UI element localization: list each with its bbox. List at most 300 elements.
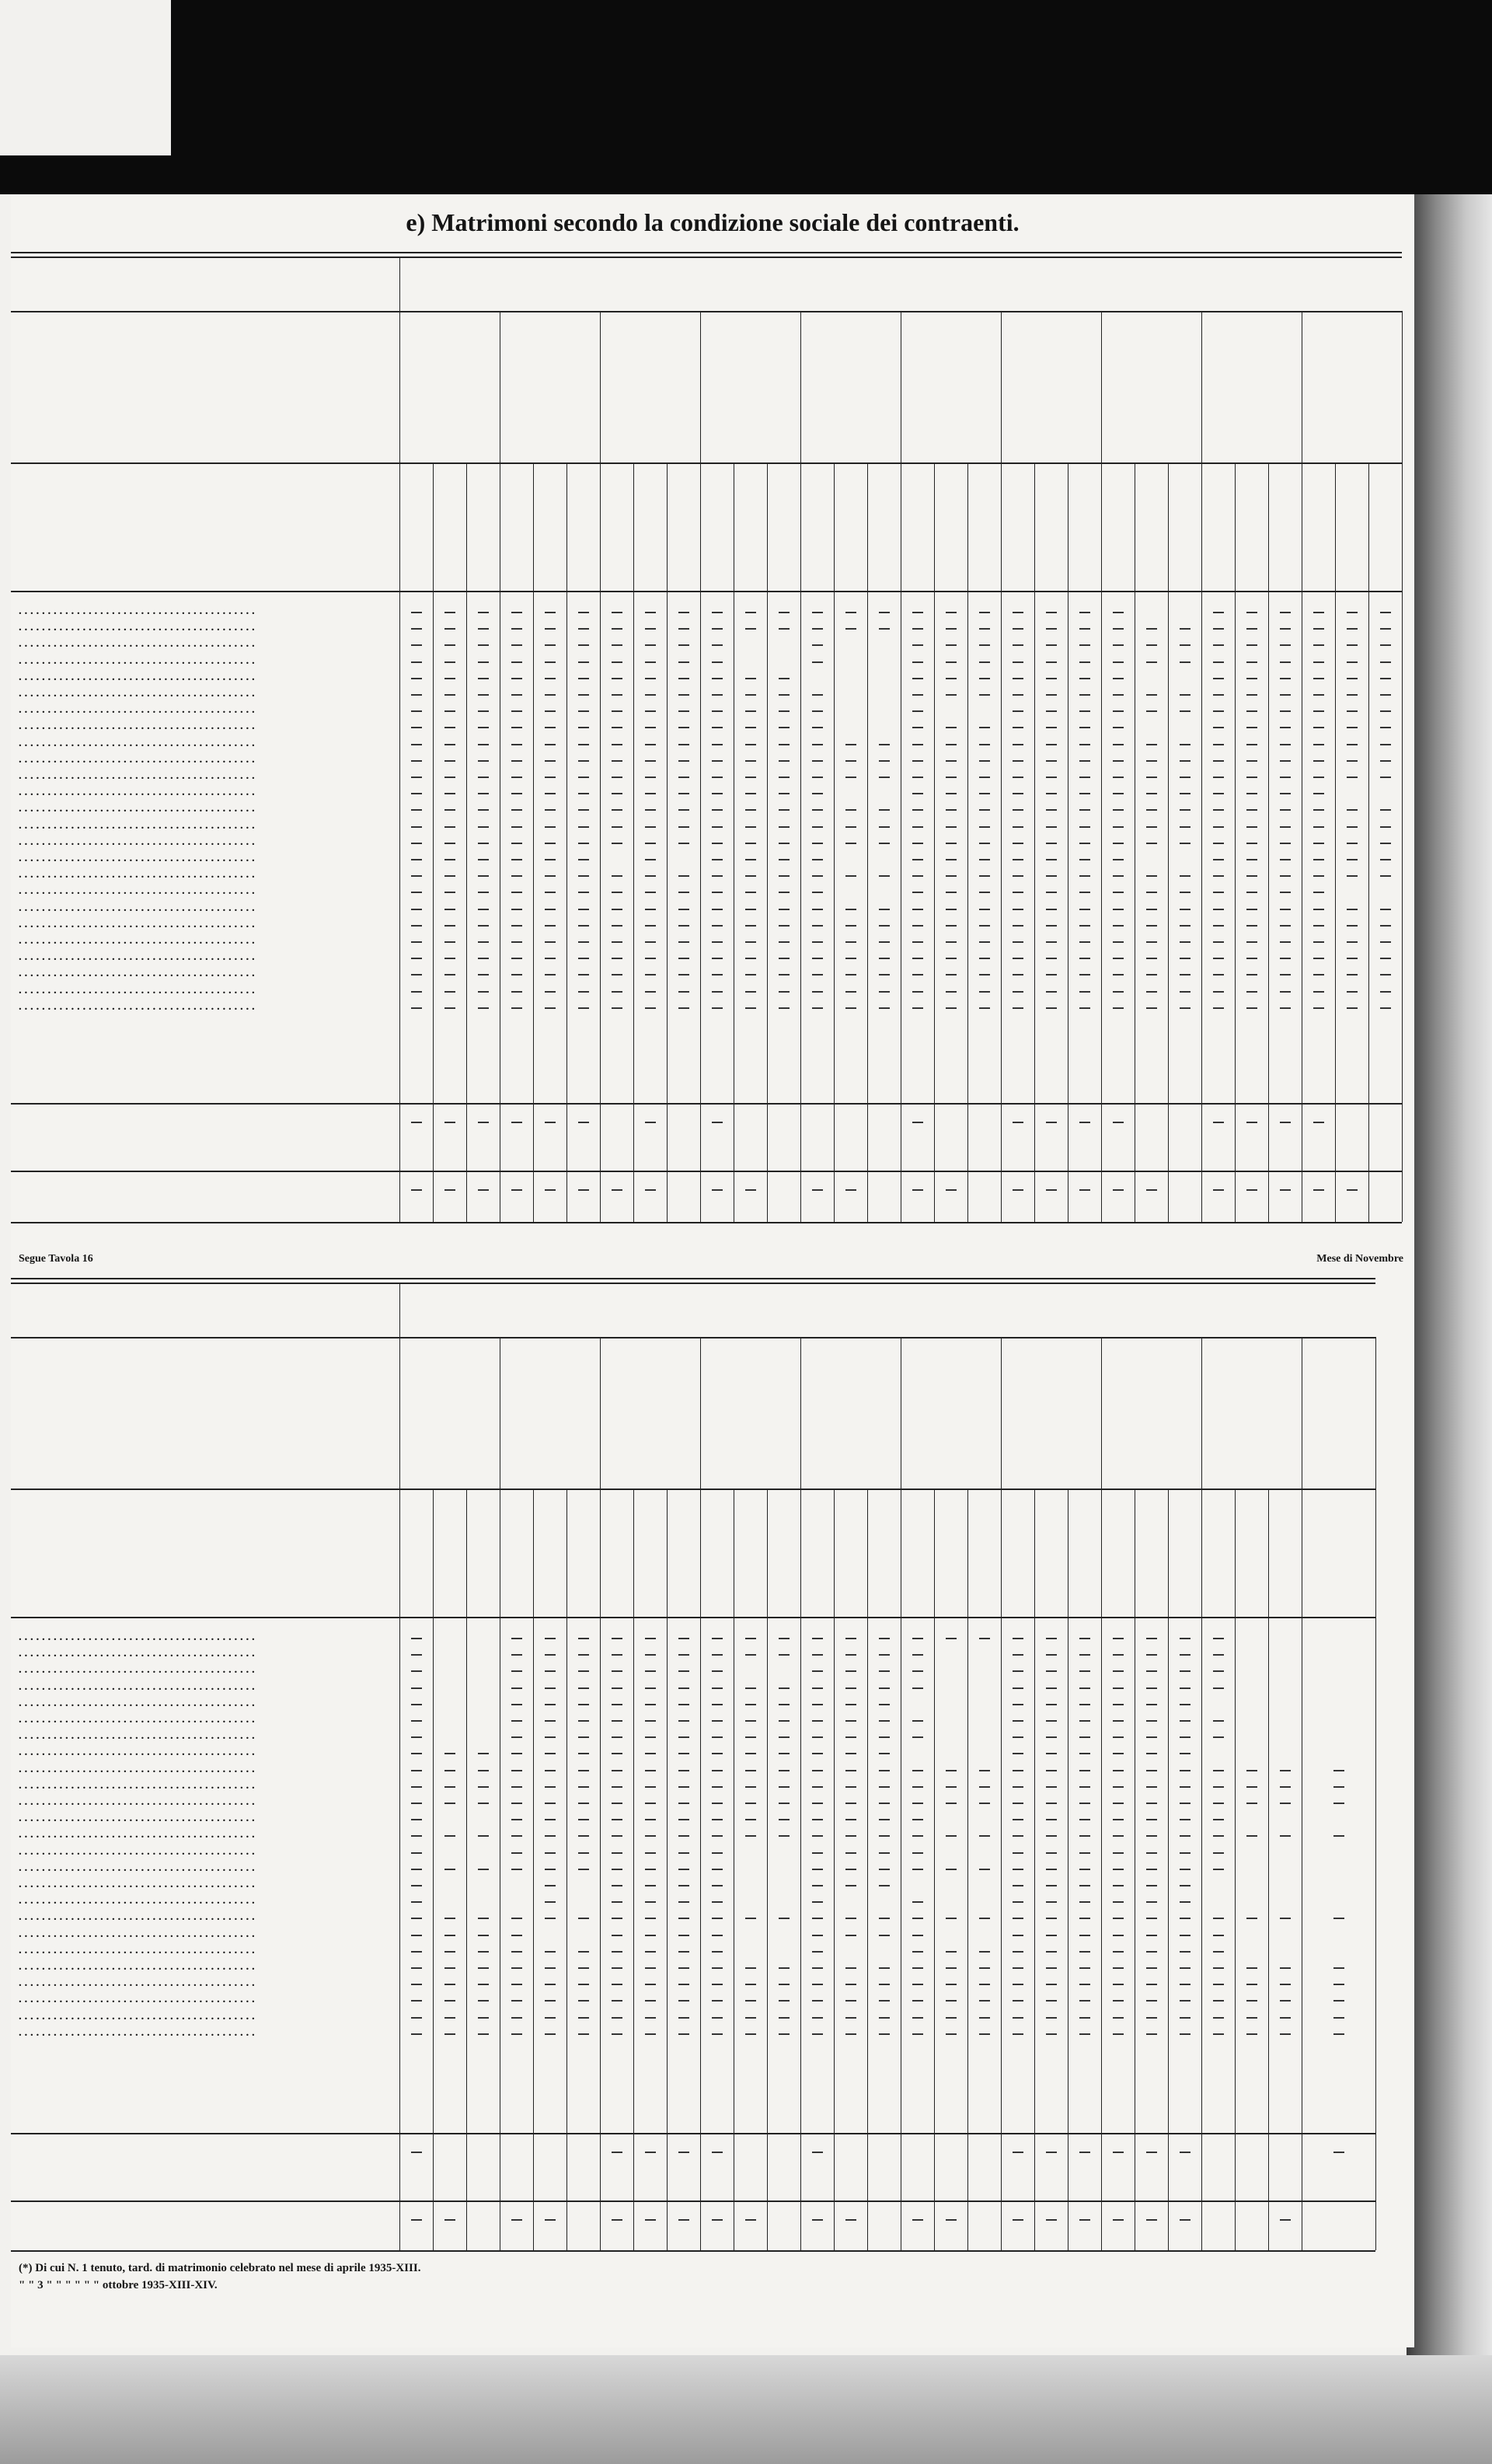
bottom_table-empty-cell xyxy=(745,2017,756,2019)
top_table-empty-cell xyxy=(1313,678,1324,679)
top_table-col-divider xyxy=(1201,311,1202,1222)
bottom_table-empty-cell xyxy=(1213,1967,1224,1969)
top_table-col-divider xyxy=(399,311,400,1222)
bottom_table-empty-cell xyxy=(511,2033,522,2035)
top_table-empty-cell xyxy=(912,875,923,877)
top_table-col-divider xyxy=(1268,462,1269,1222)
top_table-empty-cell xyxy=(1213,694,1224,696)
bottom_table-empty-cell xyxy=(1213,1852,1224,1854)
top_table-empty-ratio xyxy=(511,1189,522,1191)
top_table-col-divider xyxy=(633,462,634,1222)
top_table-empty-cell xyxy=(912,809,923,811)
top_table-empty-cell xyxy=(1213,991,1224,993)
bottom_table-empty-cell xyxy=(578,1670,589,1672)
top_table-empty-cell xyxy=(1113,843,1124,844)
bottom_table-empty-cell xyxy=(678,1670,689,1672)
top_table-empty-cell xyxy=(879,826,890,828)
top_table-empty-cell xyxy=(1246,925,1257,927)
bottom_table-empty-cell xyxy=(812,1654,823,1656)
top_table-empty-cell xyxy=(578,694,589,696)
top_table-empty-cell xyxy=(612,744,622,745)
bottom_table-row-label xyxy=(19,1828,392,1841)
bottom_table-col-divider xyxy=(667,1489,668,2250)
bottom_table-empty-cell xyxy=(979,1803,990,1804)
top_table-empty-cell xyxy=(812,909,823,910)
top_table-empty-cell xyxy=(645,661,656,663)
top_table-empty-cell xyxy=(545,991,556,993)
bottom_table-empty-cell xyxy=(612,1654,622,1656)
top_table-empty-cell xyxy=(1079,793,1090,794)
top_table-empty-cell xyxy=(1180,974,1190,975)
bottom_table-empty-cell xyxy=(712,1935,723,1936)
bottom_table-row-label xyxy=(19,1729,392,1743)
top_table-empty-cell xyxy=(1079,661,1090,663)
bottom_table-empty-cell xyxy=(578,2033,589,2035)
top_table-empty-cell xyxy=(1213,909,1224,910)
top_table-empty-cell xyxy=(979,859,990,860)
top_table-empty-cell xyxy=(578,777,589,778)
top_table-empty-cell xyxy=(1280,892,1291,893)
bottom_table-empty-cell xyxy=(712,1951,723,1953)
top_table-empty-cell xyxy=(1313,793,1324,794)
bottom_table-empty-cell xyxy=(712,1720,723,1722)
top_table-empty-cell xyxy=(1246,941,1257,943)
top_table-rule xyxy=(11,311,1402,312)
bottom_table-empty-cell xyxy=(411,2017,422,2019)
scan-bottom-border xyxy=(0,2355,1492,2464)
top_table-empty-cell xyxy=(1347,678,1358,679)
bottom_table-empty-cell xyxy=(845,1770,856,1771)
bottom_table-empty-cell xyxy=(1046,1786,1057,1788)
top_table-empty-cell xyxy=(1079,958,1090,959)
bottom_table-empty-cell xyxy=(912,1786,923,1788)
top_table-empty-cell xyxy=(1046,777,1057,778)
top_table-empty-cell xyxy=(946,678,957,679)
top_table-empty-ratio xyxy=(812,1189,823,1191)
bottom_table-empty-cell xyxy=(879,1803,890,1804)
top_table-empty-cell xyxy=(745,925,756,927)
bottom_table-empty-cell xyxy=(645,1852,656,1854)
bottom_table-empty-cell xyxy=(1146,1803,1157,1804)
top_table-empty-cell xyxy=(578,760,589,762)
top_table-empty-cell xyxy=(1146,644,1157,646)
bottom_table-empty-cell xyxy=(1146,1720,1157,1722)
top_table-empty-cell xyxy=(912,710,923,712)
bottom_table-empty-cell xyxy=(879,1885,890,1886)
top_table-empty-cell xyxy=(511,859,522,860)
top_table-empty-cell xyxy=(1180,744,1190,745)
bottom_table-empty-cell xyxy=(712,1835,723,1837)
bottom_table-empty-cell xyxy=(1246,1918,1257,1919)
top_table-empty-total xyxy=(1246,1122,1257,1123)
bottom_table-empty-cell xyxy=(879,1736,890,1738)
top_table-empty-cell xyxy=(1146,809,1157,811)
top_table-empty-cell xyxy=(1313,892,1324,893)
bottom_table-empty-cell xyxy=(478,1984,489,1985)
top_table-empty-cell xyxy=(1079,843,1090,844)
bottom_table-empty-cell xyxy=(444,1770,455,1771)
bottom_table-empty-cell xyxy=(879,1670,890,1672)
bottom_table-empty-cell xyxy=(444,1753,455,1754)
bottom_table-empty-cell xyxy=(612,1670,622,1672)
top_table-empty-cell xyxy=(678,958,689,959)
top_table-empty-cell xyxy=(1013,826,1023,828)
bottom_table-empty-cell xyxy=(612,1918,622,1919)
bottom_table-empty-cell xyxy=(1213,1638,1224,1639)
bottom_table-empty-cell xyxy=(812,1869,823,1870)
top_table-empty-cell xyxy=(478,612,489,613)
top_table-empty-cell xyxy=(678,793,689,794)
bottom_table-empty-cell xyxy=(478,2000,489,2002)
bottom_table-empty-cell xyxy=(444,1967,455,1969)
bottom_table-empty-cell xyxy=(578,1835,589,1837)
top_table-empty-cell xyxy=(1213,710,1224,712)
bottom_table-empty-cell xyxy=(812,1967,823,1969)
top_table-empty-cell xyxy=(1380,661,1391,663)
top_table-empty-cell xyxy=(612,793,622,794)
top_table-empty-cell xyxy=(1347,710,1358,712)
bottom_table-empty-cell xyxy=(946,1638,957,1639)
bottom_table-empty-cell xyxy=(444,1918,455,1919)
bottom_table-empty-cell xyxy=(912,1670,923,1672)
bottom_table-empty-cell xyxy=(1113,1803,1124,1804)
bottom_table-empty-cell xyxy=(645,1918,656,1919)
bottom_table-empty-cell xyxy=(1079,1770,1090,1771)
bottom_table-empty-cell xyxy=(946,2000,957,2002)
top_table-empty-cell xyxy=(712,793,723,794)
top_table-empty-cell xyxy=(712,777,723,778)
top_table-empty-cell xyxy=(912,826,923,828)
top_table-empty-cell xyxy=(1079,727,1090,728)
top_table-row-label xyxy=(19,720,392,733)
top_table-empty-cell xyxy=(779,843,790,844)
bottom_table-empty-cell xyxy=(712,1819,723,1820)
top_table-empty-cell xyxy=(1280,661,1291,663)
top_table-empty-cell xyxy=(1347,744,1358,745)
bottom_table-empty-cell xyxy=(1113,1704,1124,1705)
bottom_table-empty-cell xyxy=(545,1753,556,1754)
top_table-empty-cell xyxy=(1347,991,1358,993)
top_table-empty-cell xyxy=(812,859,823,860)
top_table-empty-cell xyxy=(612,1007,622,1009)
top_table-empty-cell xyxy=(1280,1007,1291,1009)
bottom_table-empty-cell xyxy=(578,1638,589,1639)
top_table-empty-cell xyxy=(678,727,689,728)
top_table-empty-cell xyxy=(1213,612,1224,613)
bottom_table-empty-cell xyxy=(545,1885,556,1886)
top_table-empty-cell xyxy=(612,909,622,910)
top_table-empty-cell xyxy=(444,628,455,630)
bottom_table-empty-cell xyxy=(411,1654,422,1656)
bottom_table-empty-cell xyxy=(946,1918,957,1919)
bottom_table-empty-cell xyxy=(712,1753,723,1754)
top_table-empty-cell xyxy=(812,644,823,646)
top_table-empty-cell xyxy=(1280,694,1291,696)
top_table-empty-cell xyxy=(712,1007,723,1009)
bottom_table-empty-cell xyxy=(745,1753,756,1754)
bottom_table-empty-cell xyxy=(712,2000,723,2002)
bottom_table-empty-cell xyxy=(879,1819,890,1820)
top_table-empty-cell xyxy=(779,958,790,959)
bottom_table-empty-cell xyxy=(578,1736,589,1738)
top_table-empty-cell xyxy=(1213,941,1224,943)
top_table-empty-cell xyxy=(645,760,656,762)
bottom_table-empty-cell xyxy=(1146,1951,1157,1953)
bottom_table-empty-cell xyxy=(1046,1885,1057,1886)
bottom_table-empty-cell xyxy=(478,1753,489,1754)
bottom_table-empty-cell xyxy=(612,1819,622,1820)
top_table-empty-cell xyxy=(712,678,723,679)
top_table-empty-cell xyxy=(478,727,489,728)
top_table-empty-cell xyxy=(444,1007,455,1009)
bottom_table-empty-cell xyxy=(678,1638,689,1639)
top_table-empty-cell xyxy=(411,958,422,959)
top_table-empty-cell xyxy=(478,710,489,712)
bottom_table-empty-cell xyxy=(612,1687,622,1689)
bottom_table-empty-cell xyxy=(712,1786,723,1788)
bottom_table-empty-cell xyxy=(879,1918,890,1919)
top_table-empty-cell xyxy=(979,644,990,646)
bottom_table-empty-cell xyxy=(411,1736,422,1738)
top_table-empty-cell xyxy=(545,875,556,877)
bottom_table-empty-cell xyxy=(812,1720,823,1722)
bottom_table-empty-cell xyxy=(1280,1835,1291,1837)
top_table-empty-cell xyxy=(1146,744,1157,745)
bottom_table-empty-cell xyxy=(1180,1687,1190,1689)
bottom_table-empty-cell xyxy=(1046,2017,1057,2019)
bottom_table-empty-cell xyxy=(1213,1984,1224,1985)
bottom_table-empty-cell xyxy=(612,1869,622,1870)
top_table-empty-cell xyxy=(645,1007,656,1009)
bottom_table-empty-cell xyxy=(511,1951,522,1953)
top_table-empty-cell xyxy=(645,875,656,877)
bottom_table-empty-cell xyxy=(545,1951,556,1953)
top_table-empty-cell xyxy=(1380,727,1391,728)
top_table-empty-cell xyxy=(946,909,957,910)
bottom_table-empty-cell xyxy=(712,1967,723,1969)
bottom_table-empty-cell xyxy=(1146,2033,1157,2035)
bottom_table-empty-cell xyxy=(612,1984,622,1985)
bottom_table-empty-cell xyxy=(578,1786,589,1788)
bottom_table-empty-cell xyxy=(678,1885,689,1886)
bottom_table-empty-cell xyxy=(1180,1654,1190,1656)
bottom_table-empty-cell xyxy=(1213,1918,1224,1919)
footnote-line-2: " " 3 " " " " " " ottobre 1935-XIII-XIV. xyxy=(19,2279,218,2291)
top_table-empty-cell xyxy=(1180,1007,1190,1009)
bottom_table-empty-cell xyxy=(845,1736,856,1738)
top_table-empty-cell xyxy=(1079,925,1090,927)
top_table-empty-cell xyxy=(1113,809,1124,811)
top_table-empty-cell xyxy=(1113,875,1124,877)
bottom_table-empty-cell xyxy=(845,1852,856,1854)
bottom_table-empty-total xyxy=(712,2152,723,2153)
top_table-empty-cell xyxy=(1280,875,1291,877)
bottom_table-empty-cell xyxy=(1113,2017,1124,2019)
top_table-col-divider xyxy=(1368,462,1369,1222)
bottom_table-empty-cell xyxy=(1046,1638,1057,1639)
bottom_table-empty-cell xyxy=(912,2033,923,2035)
top_table-empty-cell xyxy=(745,809,756,811)
top_table-col-divider xyxy=(1402,311,1403,1222)
top_table-empty-cell xyxy=(1213,760,1224,762)
bottom_table-empty-cell xyxy=(1079,1885,1090,1886)
top_table-empty-cell xyxy=(1213,1007,1224,1009)
top_table-empty-cell xyxy=(511,694,522,696)
top_table-empty-cell xyxy=(545,661,556,663)
top_table-empty-cell xyxy=(779,678,790,679)
top_table-empty-cell xyxy=(1013,744,1023,745)
top_table-empty-cell xyxy=(1313,809,1324,811)
top_table-empty-cell xyxy=(879,974,890,975)
bottom_table-empty-cell xyxy=(1180,1951,1190,1953)
top_table-empty-cell xyxy=(645,793,656,794)
top_table-empty-cell xyxy=(1280,809,1291,811)
top_table-empty-cell xyxy=(678,974,689,975)
bottom_table-empty-cell xyxy=(678,1967,689,1969)
top_table-empty-cell xyxy=(1180,941,1190,943)
bottom_table-empty-cell xyxy=(1246,1770,1257,1771)
bottom_table-col-divider xyxy=(1101,1337,1102,2250)
top_table-empty-cell xyxy=(1180,661,1190,663)
bottom_table-empty-cell xyxy=(1046,1687,1057,1689)
top_table-empty-cell xyxy=(612,941,622,943)
top_table-empty-cell xyxy=(1113,925,1124,927)
top_table-empty-cell xyxy=(1213,843,1224,844)
top_table-empty-cell xyxy=(712,661,723,663)
bottom_table-empty-cell xyxy=(1013,1670,1023,1672)
top_table-empty-cell xyxy=(1280,909,1291,910)
top_table-empty-cell xyxy=(1079,777,1090,778)
bottom_table-empty-cell xyxy=(1213,1835,1224,1837)
bottom_table-empty-cell xyxy=(478,1835,489,1837)
bottom_table-empty-cell xyxy=(1146,1770,1157,1771)
top_table-empty-cell xyxy=(1046,644,1057,646)
top_table-empty-cell xyxy=(912,694,923,696)
top_table-empty-cell xyxy=(779,991,790,993)
top_table-empty-cell xyxy=(745,958,756,959)
top_table-empty-cell xyxy=(1113,958,1124,959)
bottom_table-row-label xyxy=(19,1878,392,1891)
bottom_table-col-divider xyxy=(1001,1337,1002,2250)
bottom_table-empty-cell xyxy=(912,1770,923,1771)
top_table-empty-cell xyxy=(545,678,556,679)
bottom_table-empty-cell xyxy=(578,1803,589,1804)
bottom_table-empty-ratio xyxy=(745,2219,756,2221)
bottom_table-empty-cell xyxy=(812,2000,823,2002)
top_table-empty-cell xyxy=(1013,644,1023,646)
top_table-empty-cell xyxy=(812,710,823,712)
bottom_table-empty-cell xyxy=(612,1835,622,1837)
top_table-row-label xyxy=(19,737,392,750)
top_table-row-label xyxy=(19,951,392,964)
top_table-empty-cell xyxy=(979,760,990,762)
bottom_table-empty-cell xyxy=(545,1670,556,1672)
top_table-empty-cell xyxy=(511,875,522,877)
top_table-empty-cell xyxy=(411,809,422,811)
top_table-empty-total xyxy=(1113,1122,1124,1123)
top_table-empty-ratio xyxy=(545,1189,556,1191)
top_table-row-label xyxy=(19,770,392,783)
top_table-empty-cell xyxy=(1013,843,1023,844)
top_table-empty-cell xyxy=(1113,793,1124,794)
top_table-empty-cell xyxy=(1213,661,1224,663)
bottom_table-row-label xyxy=(19,1977,392,1990)
top_table-empty-ratio xyxy=(645,1189,656,1191)
top_table-empty-cell xyxy=(1313,710,1324,712)
top_table-empty-cell xyxy=(946,826,957,828)
bottom_table-empty-cell xyxy=(812,1984,823,1985)
bottom_table-row-label xyxy=(19,2010,392,2023)
top_table-empty-cell xyxy=(1246,744,1257,745)
top_table-empty-cell xyxy=(879,628,890,630)
bottom_table-empty-cell xyxy=(511,1654,522,1656)
top_table-empty-cell xyxy=(1046,678,1057,679)
bottom_table-empty-cell xyxy=(812,1687,823,1689)
top_table-empty-cell xyxy=(511,809,522,811)
bottom_table-empty-cell xyxy=(879,1852,890,1854)
top_table-empty-cell xyxy=(879,941,890,943)
bottom_table-empty-cell xyxy=(1280,2033,1291,2035)
top_table-empty-cell xyxy=(1180,991,1190,993)
top_table-empty-cell xyxy=(1180,793,1190,794)
bottom_table-empty-cell xyxy=(812,1918,823,1919)
bottom_table-col-divider xyxy=(1268,1489,1269,2250)
bottom_table-empty-cell xyxy=(1246,2017,1257,2019)
top_table-empty-total xyxy=(912,1122,923,1123)
bottom_table-empty-cell xyxy=(1246,1803,1257,1804)
bottom_table-empty-cell xyxy=(645,1654,656,1656)
bottom_table-empty-cell xyxy=(1013,1885,1023,1886)
top_table-empty-cell xyxy=(1213,793,1224,794)
bottom_table-empty-cell xyxy=(779,2033,790,2035)
bottom_table-empty-cell xyxy=(678,1704,689,1705)
bottom_table-empty-cell xyxy=(411,1819,422,1820)
bottom_table-empty-cell xyxy=(1046,1704,1057,1705)
bottom_table-empty-cell xyxy=(946,1967,957,1969)
top_table-empty-ratio xyxy=(712,1189,723,1191)
bottom_table-empty-cell xyxy=(411,1670,422,1672)
top_table-col-divider xyxy=(700,311,701,1222)
top_table-empty-cell xyxy=(979,875,990,877)
bottom_table-empty-cell xyxy=(1079,2000,1090,2002)
bottom_table-empty-cell xyxy=(912,1736,923,1738)
top_table-empty-cell xyxy=(879,925,890,927)
bottom_table-empty-cell xyxy=(1113,2033,1124,2035)
top_table-empty-cell xyxy=(979,612,990,613)
bottom_table-empty-cell xyxy=(912,1720,923,1722)
bottom_table-empty-cell xyxy=(712,1869,723,1870)
bottom_table-empty-cell xyxy=(1113,1786,1124,1788)
top_table-empty-cell xyxy=(912,612,923,613)
top_table-empty-cell xyxy=(1246,777,1257,778)
top_table-col-divider xyxy=(967,462,968,1222)
bottom_table-empty-cell xyxy=(745,1654,756,1656)
bottom_table-empty-cell xyxy=(1280,1770,1291,1771)
bottom_table-empty-cell xyxy=(1013,1720,1023,1722)
top_table-empty-cell xyxy=(411,909,422,910)
top_table-empty-cell xyxy=(1180,925,1190,927)
top_table-empty-cell xyxy=(1280,974,1291,975)
top_table-empty-cell xyxy=(478,1007,489,1009)
top_table-empty-cell xyxy=(1347,958,1358,959)
top_table-empty-cell xyxy=(946,644,957,646)
bottom_table-empty-cell xyxy=(1079,1736,1090,1738)
top_table-empty-cell xyxy=(1113,1007,1124,1009)
top_table-empty-cell xyxy=(1079,760,1090,762)
top_table-empty-cell xyxy=(678,612,689,613)
bottom_table-empty-cell xyxy=(779,1918,790,1919)
bottom_table-empty-cell xyxy=(745,1835,756,1837)
